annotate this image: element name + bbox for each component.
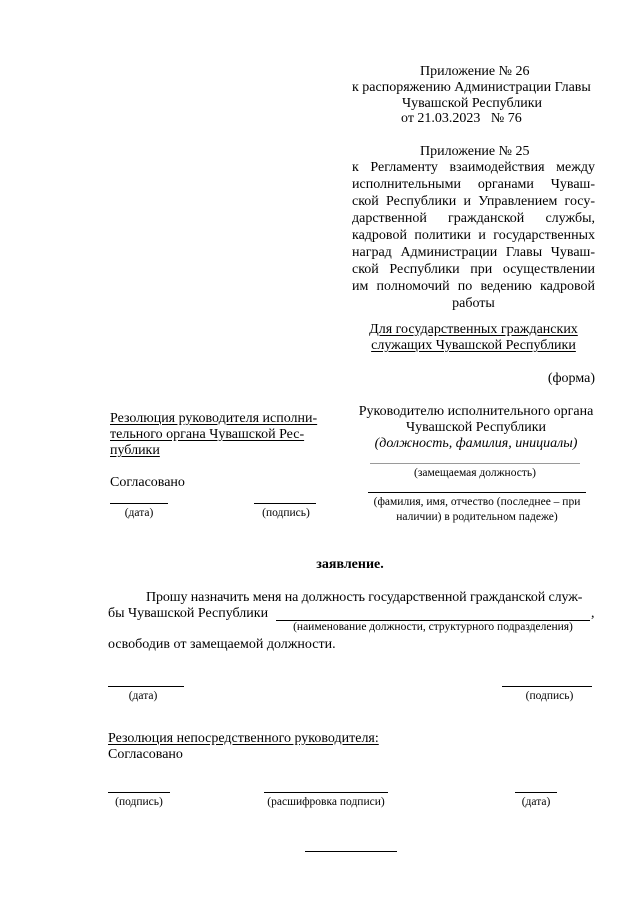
head-signature-blank [254, 503, 316, 504]
appendix25-line: дарственной гражданской службы, [352, 211, 595, 226]
name-caption-line1: (фамилия, имя, отчество (последнее – при [373, 496, 581, 508]
appendix26-order-line: к распоряжению Администрации Главы [352, 80, 591, 95]
for-whom-line1: Для государственных гражданских [369, 322, 578, 337]
addressee-line1: Руководителю исполнительного органа [358, 404, 594, 419]
head-date-caption: (дата) [124, 507, 154, 519]
head-resolution-line1: Резолюция руководителя исполни- [110, 411, 318, 426]
position-caption: (замещаемая должность) [414, 467, 536, 479]
appendix26-date-number: от 21.03.2023 № 76 [401, 111, 522, 126]
appendix25-line: ской Республики при осуществлении [352, 262, 595, 277]
head-agreed-label: Согласовано [110, 475, 185, 490]
supervisor-decoding-blank [264, 792, 388, 793]
head-date-blank [110, 503, 168, 504]
appendix25-line: кадровой политики и государственных [352, 228, 595, 243]
closing-separator [305, 851, 397, 852]
supervisor-signature-blank [108, 792, 170, 793]
position-blank [370, 463, 580, 464]
appendix26-republic-line: Чувашской Республики [402, 96, 543, 111]
head-signature-caption: (подпись) [262, 507, 310, 519]
supervisor-date-caption: (дата) [521, 796, 551, 808]
addressee-line2: Чувашской Республики [405, 420, 547, 435]
appendix26-title: Приложение № 26 [420, 64, 530, 79]
supervisor-decoding-caption: (расшифровка подписи) [267, 796, 385, 808]
statement-position-caption: (наименование должности, структурного подразделения) [293, 621, 573, 633]
appendix25-last-line: работы [452, 296, 495, 311]
appendix25-line: к Регламенту взаимодействия между [352, 160, 595, 175]
appendix25-line: ской Республики и Управлением госу- [352, 194, 595, 209]
statement-text-line2-suffix: , [591, 606, 595, 621]
appendix25-line: исполнительными органами Чуваш- [352, 177, 595, 192]
statement-date-blank [108, 686, 184, 687]
appendix25-title: Приложение № 25 [420, 144, 530, 159]
statement-text-line2-prefix: бы Чувашской Республики [108, 606, 269, 621]
supervisor-date-blank [515, 792, 557, 793]
statement-text-line3: освободив от замещаемой должности. [108, 637, 336, 652]
form-label: (форма) [547, 371, 595, 386]
supervisor-signature-caption: (подпись) [115, 796, 163, 808]
name-blank [368, 492, 586, 493]
statement-signature-blank [502, 686, 592, 687]
supervisor-resolution: Резолюция непосредственного руководителя: [108, 731, 379, 746]
head-resolution-line2: тельного органа Чувашской Рес- [110, 427, 305, 442]
supervisor-agreed-label: Согласовано [108, 747, 183, 762]
appendix25-line: наград Администрации Главы Чуваш- [352, 245, 595, 260]
name-caption-line2: наличии) в родительном падеже) [396, 511, 558, 523]
addressee-line3: (должность, фамилия, инициалы) [374, 436, 578, 451]
for-whom-line2: служащих Чувашской Республики [371, 338, 576, 353]
statement-date-caption: (дата) [128, 690, 158, 702]
appendix25-text [352, 159, 595, 312]
statement-signature-caption: (подпись) [525, 690, 574, 702]
statement-text-line1: Прошу назначить меня на должность государственной гражданской служ- [146, 590, 583, 605]
statement-heading: заявление. [316, 557, 384, 572]
appendix25-line: им полномочий по ведению кадровой [352, 279, 595, 294]
head-resolution-line3: публики [110, 443, 160, 458]
